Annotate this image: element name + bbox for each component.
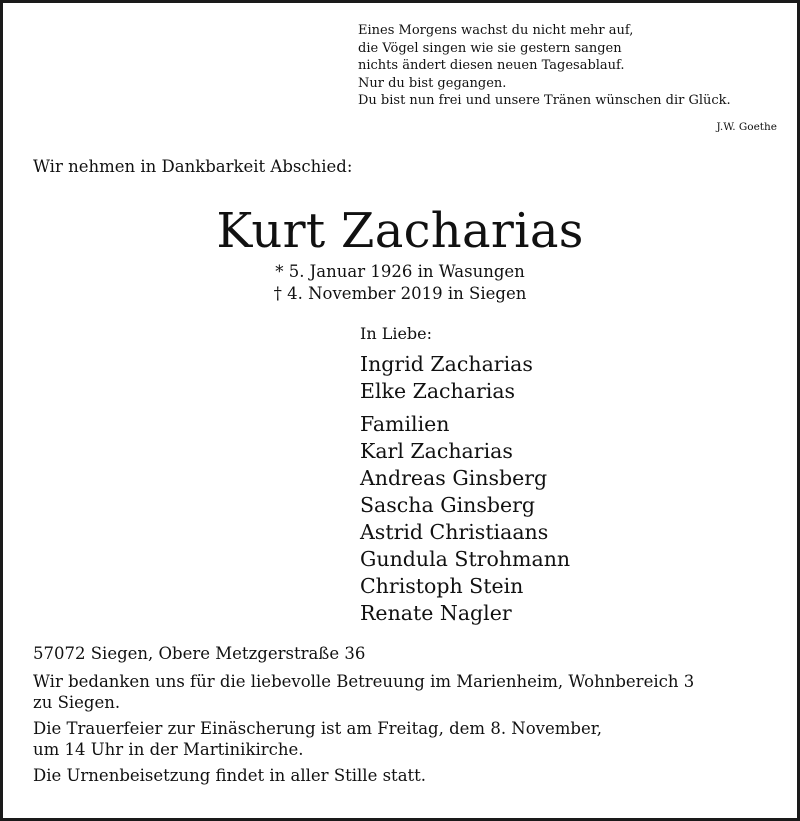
ceremony-line: Die Trauerfeier zur Einäscherung ist am Freitag, dem 8. November, bbox=[33, 719, 603, 738]
families-list bbox=[360, 411, 570, 627]
mourner-name: Andreas Ginsberg bbox=[360, 466, 548, 490]
immediate-family-list bbox=[360, 351, 533, 405]
death-date: † 4. November 2019 in Siegen bbox=[273, 284, 527, 303]
mourner-name: Karl Zacharias bbox=[360, 439, 513, 463]
mourner-name: Astrid Christiaans bbox=[360, 520, 549, 544]
birth-date: * 5. Januar 1926 in Wasungen bbox=[275, 262, 525, 281]
thanks-line: Wir bedanken uns für die liebevolle Betreuung im Marienheim, Wohnbereich 3 bbox=[33, 672, 695, 691]
burial-note: Die Urnenbeisetzung findet in aller Stille statt. bbox=[33, 766, 427, 785]
families-heading: Familien bbox=[360, 412, 450, 436]
thanks-line: zu Siegen. bbox=[33, 693, 121, 712]
ceremony-line: um 14 Uhr in der Martinikirche. bbox=[33, 740, 304, 759]
life-dates bbox=[3, 261, 797, 305]
mourner-name: Elke Zacharias bbox=[360, 379, 516, 403]
poem-line: nichts ändert diesen neuen Tagesablauf. bbox=[358, 58, 625, 73]
poem-author: J.W. Goethe bbox=[716, 121, 777, 133]
poem-line: die Vögel singen wie sie gestern sangen bbox=[358, 40, 622, 56]
poem-line: Eines Morgens wachst du nicht mehr auf, bbox=[358, 23, 634, 38]
mourner-name: Ingrid Zacharias bbox=[360, 352, 533, 376]
thanks-paragraph bbox=[33, 671, 773, 713]
deceased-name: Kurt Zacharias bbox=[216, 203, 584, 259]
poem bbox=[358, 22, 778, 110]
mourner-name: Christoph Stein bbox=[360, 574, 524, 598]
mourner-name: Renate Nagler bbox=[360, 601, 512, 625]
intro-text: Wir nehmen in Dankbarkeit Abschied: bbox=[33, 157, 353, 176]
mourning-address: 57072 Siegen, Obere Metzgerstraße 36 bbox=[33, 644, 366, 663]
poem-line: Nur du bist gegangen. bbox=[358, 75, 507, 91]
mourner-name: Sascha Ginsberg bbox=[360, 493, 536, 517]
ceremony-paragraph bbox=[33, 718, 773, 760]
poem-line: Du bist nun frei und unsere Tränen wünschen dir Glück. bbox=[358, 93, 731, 108]
mourners-label: In Liebe: bbox=[360, 324, 433, 343]
closing-section bbox=[33, 643, 773, 791]
mourner-name: Gundula Strohmann bbox=[360, 547, 571, 571]
